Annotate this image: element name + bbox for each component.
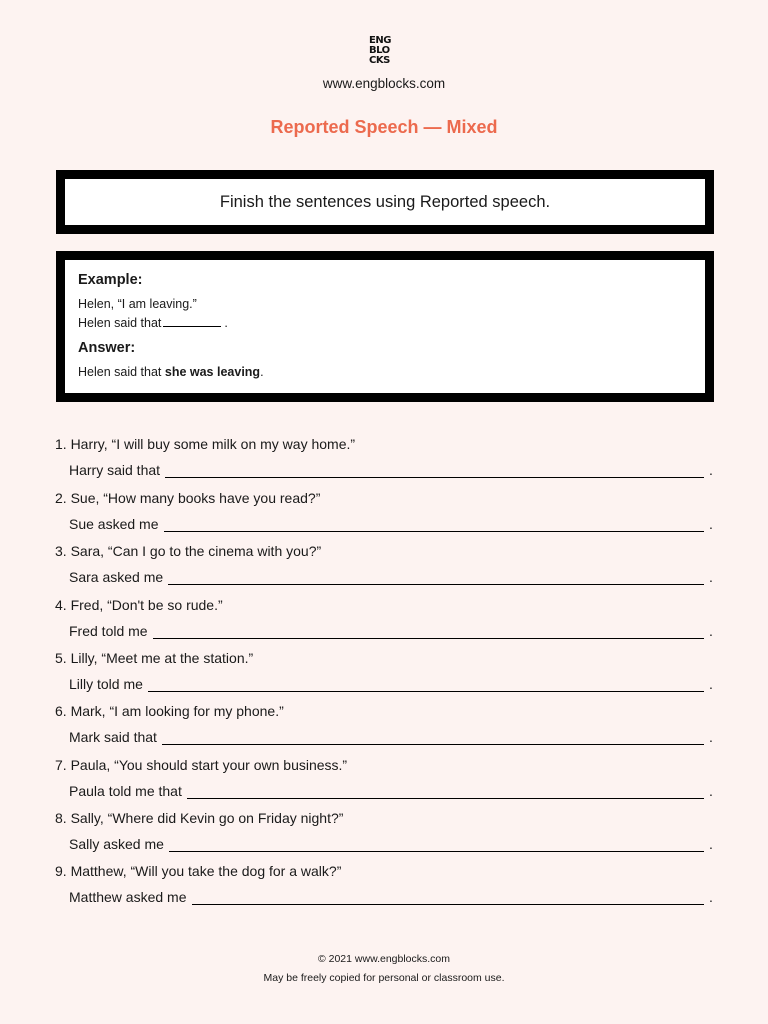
answer-row <box>55 564 715 586</box>
engblocks-logo <box>369 36 401 66</box>
answer-row <box>55 671 715 693</box>
logo-line: CKS <box>369 55 390 66</box>
instruction-box <box>56 170 714 234</box>
example-blank <box>163 316 221 327</box>
answer-end: . <box>709 889 713 905</box>
question-6 <box>55 700 715 746</box>
question-prompt: 9. Matthew, “Will you take the dog for a walk?” <box>55 863 342 879</box>
question-2 <box>55 487 715 533</box>
answer-row <box>55 778 715 800</box>
answer-blank[interactable] <box>165 463 704 478</box>
site-url: www.engblocks.com <box>322 76 446 91</box>
answer-stem: Paula told me that <box>69 783 182 799</box>
answer-blank[interactable] <box>153 624 704 639</box>
question-prompt: 3. Sara, “Can I go to the cinema with you?” <box>55 543 322 559</box>
answer-stem: Sue asked me <box>69 516 159 532</box>
question-7 <box>55 754 715 800</box>
logo-line: BLO <box>369 45 390 56</box>
question-5 <box>55 647 715 693</box>
answer-bold: she was leaving <box>164 365 261 379</box>
answer-row <box>55 724 715 746</box>
example-stem-end: . <box>224 316 228 330</box>
logo-line: ENG <box>369 35 391 46</box>
answer-blank[interactable] <box>148 677 704 692</box>
answer-row <box>55 511 715 533</box>
answer-stem: Harry said that <box>69 462 161 478</box>
answer-stem: Lilly told me <box>69 676 143 692</box>
answer-row <box>55 457 715 479</box>
answer-stem: Sara asked me <box>69 569 164 585</box>
example-quote: Helen, “I am leaving.” <box>78 297 197 311</box>
answer-end: . <box>709 836 713 852</box>
question-prompt: 4. Fred, “Don't be so rude.” <box>55 597 223 613</box>
answer-blank[interactable] <box>168 570 704 585</box>
answer-blank[interactable] <box>162 730 704 745</box>
answer-stem: Sally asked me <box>69 836 164 852</box>
answer-blank[interactable] <box>192 890 705 905</box>
answer-stem: Fred told me <box>69 623 148 639</box>
footer-copyright: © 2021 www.engblocks.com <box>317 953 451 965</box>
example-stem: Helen said that <box>78 316 162 330</box>
question-prompt: 8. Sally, “Where did Kevin go on Friday night?” <box>55 810 344 826</box>
question-4 <box>55 594 715 640</box>
answer-suffix: . <box>260 365 264 379</box>
answer-end: . <box>709 783 713 799</box>
question-prompt: 1. Harry, “I will buy some milk on my way home.” <box>55 436 356 452</box>
question-prompt: 2. Sue, “How many books have you read?” <box>55 490 321 506</box>
answer-stem: Matthew asked me <box>69 889 187 905</box>
question-8 <box>55 807 715 853</box>
question-prompt: 7. Paula, “You should start your own business.” <box>55 757 348 773</box>
answer-end: . <box>709 729 713 745</box>
example-stem-line <box>78 316 228 330</box>
example-answer-line <box>78 365 264 379</box>
answer-row <box>55 884 715 906</box>
answer-blank[interactable] <box>164 517 705 532</box>
answer-end: . <box>709 516 713 532</box>
answer-row <box>55 618 715 640</box>
answer-heading: Answer: <box>78 340 136 356</box>
answer-blank[interactable] <box>187 784 704 799</box>
answer-end: . <box>709 623 713 639</box>
answer-prefix: Helen said that <box>78 365 162 379</box>
footer-license: May be freely copied for personal or classroom use. <box>263 972 505 984</box>
example-heading: Example: <box>78 272 143 288</box>
answer-stem: Mark said that <box>69 729 157 745</box>
question-3 <box>55 540 715 586</box>
instruction-text: Finish the sentences using Reported speech. <box>219 192 551 211</box>
question-9 <box>55 860 715 906</box>
answer-end: . <box>709 569 713 585</box>
question-prompt: 5. Lilly, “Meet me at the station.” <box>55 650 254 666</box>
worksheet-title: Reported Speech — Mixed <box>270 117 498 137</box>
question-1 <box>55 433 715 479</box>
answer-blank[interactable] <box>169 837 704 852</box>
answer-end: . <box>709 676 713 692</box>
example-box <box>56 251 714 402</box>
question-prompt: 6. Mark, “I am looking for my phone.” <box>55 703 284 719</box>
answer-end: . <box>709 462 713 478</box>
answer-row <box>55 831 715 853</box>
